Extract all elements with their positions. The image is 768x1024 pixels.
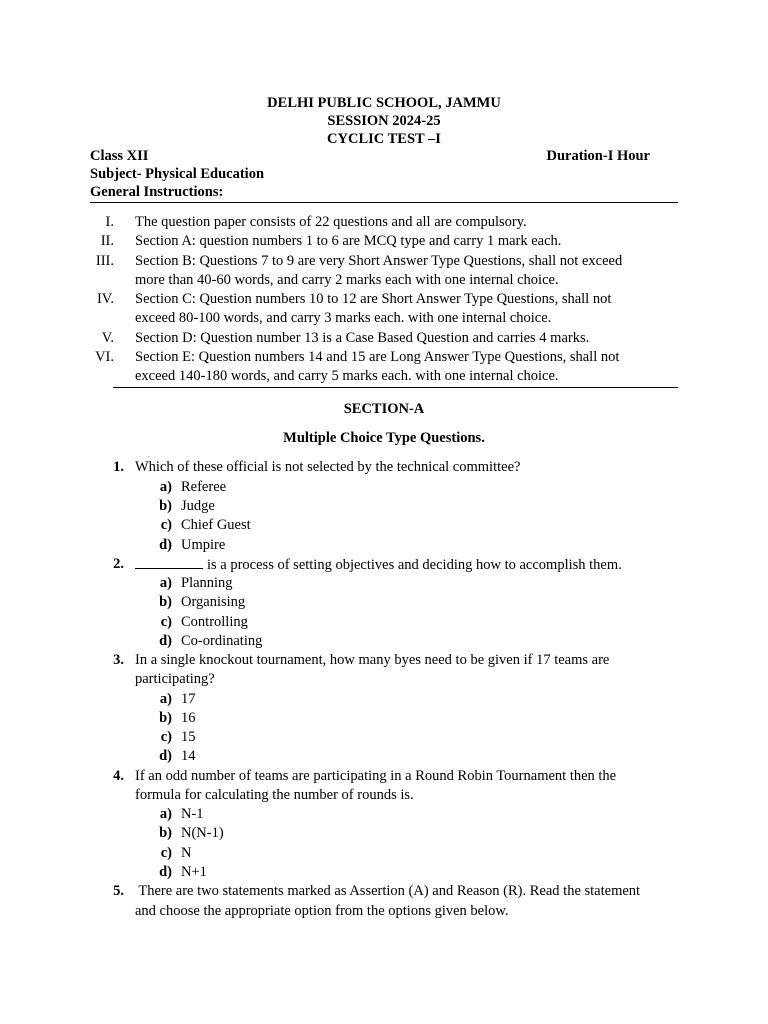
option-letter: b) — [159, 710, 172, 726]
option-letter: c) — [160, 729, 172, 745]
option-letter: c) — [160, 845, 172, 861]
option-text: 14 — [181, 748, 196, 764]
school-name: DELHI PUBLIC SCHOOL, JAMMU — [267, 95, 501, 111]
option-text: N+1 — [181, 864, 207, 880]
section-title: SECTION-A — [343, 401, 425, 417]
option-letter: c) — [160, 517, 172, 533]
option-text: 16 — [181, 710, 196, 726]
option-letter: a) — [159, 479, 172, 495]
fill-in-blank — [135, 555, 203, 569]
option-text: Umpire — [181, 537, 226, 553]
option-text: N — [181, 845, 192, 861]
option-text: Chief Guest — [181, 517, 251, 533]
option-text: Referee — [181, 479, 227, 495]
option-letter: a) — [159, 806, 172, 822]
option-letter: b) — [159, 594, 172, 610]
option-letter: d) — [159, 748, 172, 764]
option-text: 17 — [181, 691, 196, 707]
option-text: Judge — [181, 498, 215, 514]
option-text: Organising — [181, 594, 246, 610]
instructions-divider — [113, 387, 678, 388]
option-text: Controlling — [181, 614, 248, 630]
option-letter: d) — [159, 633, 172, 649]
option-letter: d) — [159, 864, 172, 880]
option-text: Co-ordinating — [181, 633, 263, 649]
option-text: N(N-1) — [181, 825, 224, 841]
option-text: 15 — [181, 729, 196, 745]
option-letter: b) — [159, 498, 172, 514]
option-letter: d) — [159, 537, 172, 553]
subject-label: Subject- Physical Education — [90, 166, 265, 182]
option-letter: b) — [159, 825, 172, 841]
class-label: Class XII — [90, 148, 149, 164]
session-title: SESSION 2024-25 — [327, 113, 441, 129]
option-letter: a) — [159, 575, 172, 591]
test-title: CYCLIC TEST –I — [327, 131, 441, 147]
option-text: Planning — [181, 575, 233, 591]
section-subtitle: Multiple Choice Type Questions. — [283, 430, 485, 446]
option-letter: a) — [159, 691, 172, 707]
instructions-title: General Instructions: — [90, 184, 224, 200]
option-letter: c) — [160, 614, 172, 630]
class-duration-row — [90, 147, 650, 165]
duration-label: Duration-I Hour — [546, 148, 650, 164]
option-text: N-1 — [181, 806, 204, 822]
exam-page: DELHI PUBLIC SCHOOL, JAMMU SESSION 2024-25 CYCLIC TEST –I Class XII Duration-I Hour Subject- Physical Education General Instructions: I. The question paper consists of 22 questions and all are compulsory. II. Section A: question numbers 1 to 6 are MCQ type and carry 1 mark each. III. Section B: Questions 7 to 9 are very Short Answer Type Questions, shall not exceed more than 40-60 words, and carry 2 marks each with one internal choice. IV. Section C: Question numbers 10 to 12 are Short Answer Type Questions, shall not exceed 80-100 words, and carry 3 marks each. with one internal choice. V. Section D: Question number 13 is a Case Based Question and carries 4 marks. VI. Section E: Question numbers 14 and 15 are Long Answer Type Questions, shall not exceed 140-180 words, and carry 5 marks each. with one internal choice. SECTION-A Multiple Choice Type Questions. 1. Which of these official is not selected by the technical committee? a) Referee b) Judge c) Chief Guest d) Umpire 2. is a process of setting objectives and deciding how to accomplish them. a) Planning b) Organising c) Controlling d) Co-ordinating 3. In a single knockout tournament, how many byes need to be given if 17 teams are participating? a) 17 b) 16 c) 15 d) 14 4. If an odd number of teams are participating in a Round Robin Tournament then the formula for calculating the number of rounds is. a) N-1 b) N(N-1) c) N d) N+1 5. There are two statements marked as Assertion (A) and Reason (R). Read the statement and choose the appropriate option from the options given below. — [0, 0, 768, 1024]
header-divider — [90, 202, 678, 203]
